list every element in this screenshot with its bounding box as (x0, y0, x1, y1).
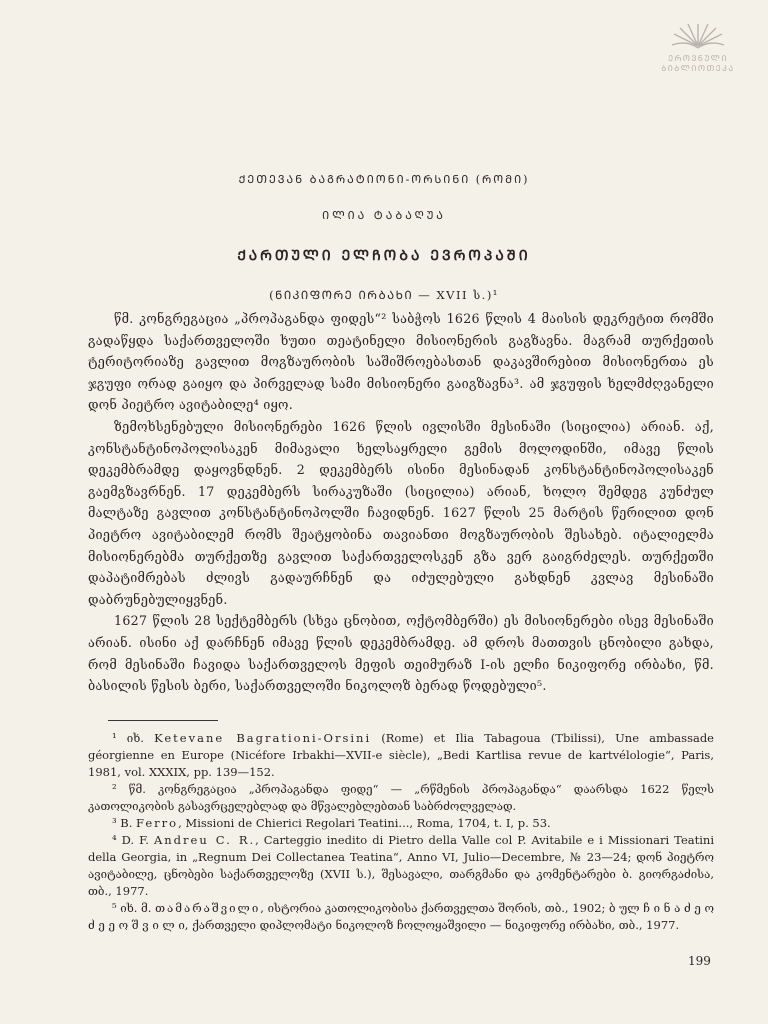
footnote-mark: ³ B. (112, 816, 133, 830)
page-number: 199 (688, 954, 711, 968)
article-title: ᲥᲐᲠᲗᲣᲚᲘ ᲔᲚᲩᲝᲑᲐ ᲔᲕᲠᲝᲞᲐᲨᲘ (237, 248, 531, 264)
logo-text-line1: ᲔᲠᲝᲕᲜᲣᲚᲘ (668, 54, 728, 63)
body-paragraph: ზემოხსენებული მისიონერები 1626 წლის ივლისში მესინაში (სიცილია) არიან. აქ, კონსტანტინოპოლისაკენ მიმავალი ხელსაყრელი გემის მოლოდინში, იმავე წლის დეკემბრამდე დაყოვნდნენ. 2 დეკემბერს ისინი მესინადან კონსტანტინოპოლისაკენ გაემგზავრნენ. 17 დეკემბერს სირაკუზაში (სიცილია) არიან, ხოლო შემდეგ კუნძულ მალტაზე გავლით კონსტანტინოპოლში ჩავიდნენ. 1627 წლის 25 მარტის წერილით დონ პიეტრო ავიტაბილემ რომს შეატყობინა თავიანთი მოგზაურობის შესახებ. იტალიელმა მისიონერებმა თურქეთზე გავლით საქართველოსკენ გზა ვერ გაიგრძელეს. თურქეთში დაპატიმრებას ძლივს გადაურჩნენ და იძულებული გახდნენ კვლავ მესინაში დაბრუნებულიყვნენ. (88, 418, 714, 607)
footnote-text: (Rome) et Ilia Tabagoua (Tbilissi), Une ambassade géorgienne en Europe (Nicéfore Irbakhi—XVII-e siècle), „Bedi Kartlisa revue de kartvélologie“, Paris, 1981, vol. XXXIX, pp. 139—152. (88, 731, 714, 779)
body-paragraph: 1627 წლის 28 სექტემბერს (სხვა ცნობით, ოქტომბერში) ეს მისიონერები ისევ მესინაში არიან. ისინი აქ დარჩნენ იმავე წლის დეკემბრამდე. ამ დროს მათთვის ცნობილი გახდა, რომ მესინაში ჩავიდა საქართველოს მეფის თეიმურაზ I-ის ელჩი ნიკიფორე ირბახი, წმ. ბასილის წესის ბერი, საქართველოში ნიკოლოზ ბერად წოდებული⁵. (88, 613, 714, 694)
footnote-mark: ⁴ D. F. (112, 833, 149, 847)
footnote-author: Ferro (136, 816, 179, 830)
footnote-mark: ¹ იხ. (112, 731, 144, 745)
footnote-text: , ისტორია კათოლიკობისა ქართველთა შორის, თბ., 1902; ბ ულ ჩ ი ნ ა ძ ე ო ძ ე ე ო შ ვ ი ლ ი, ქართველი დიპლომატი ნიკოლოზ ჩოლოყაშვილი — ნიკიფორე ირბახი, თბ., 1977. (88, 901, 714, 932)
logo-text-line2: ᲑᲘᲑᲚᲘᲝᲗᲔᲙᲐ (661, 64, 735, 73)
footnote-4 (88, 832, 714, 900)
open-book-icon (666, 14, 730, 54)
footnote-author: Ketevane Bagrationi-Orsini (154, 731, 372, 745)
coauthor-line: ᲘᲚᲘᲐ ᲢᲐᲑᲐᲦᲣᲐ (322, 209, 446, 222)
footnote-5 (88, 900, 714, 934)
footnote-2 (88, 781, 714, 815)
footnote-mark: ⁵ იხ. მ. (112, 901, 152, 915)
footnote-author: თამარაშვილი (155, 901, 261, 915)
footnote-1 (88, 730, 714, 781)
article-subtitle: (ᲜᲘᲙᲘᲤᲝᲠᲔ ᲘᲠᲑᲐᲮᲘ — XVII ს.)¹ (269, 288, 499, 302)
footnote-3 (88, 815, 714, 832)
footnote-text: კონგრეგაცია „პროპაგანდა ფიდე“ — „რწმენის პროპაგანდა“ დაარსდა 1622 წელს კათოლიკობის გასავრცელებლად და მწვალებლებთან საბრძოლველად. (88, 782, 714, 813)
library-logo (652, 14, 744, 86)
footnote-text: , Missioni de Chierici Regolari Teatini..., Roma, 1704, t. I, p. 53. (178, 816, 551, 830)
author-line: ᲥᲔᲗᲔᲕᲐᲜ ᲑᲐᲒᲠᲐᲢᲘᲝᲜᲘ-ᲝᲠᲡᲘᲜᲘ (ᲠᲝᲛᲘ) (238, 173, 530, 186)
footnote-author: Andreu C. R. (153, 833, 256, 847)
footnotes (88, 730, 714, 934)
body-paragraph: წმ. კონგრეგაცია „პროპაგანდა ფიდეს“² საბჭოს 1626 წლის 4 მაისის დეკრეტით რომში გადაწყდა საქართველოში ხუთი თეატინელი მისიონერის გაგზავნა. მაგრამ თურქეთის ტერიტორიაზე გავლით მოგზაურობის საშიშროებასთან დაკავშირებით მისიონერთა ეს ჯგუფი ორად გაიყო და პირველად სამი მისიონერი გაიგზავნა³. ამ ჯგუფის ხელმძღვანელი დონ პიეტრო ავიტაბილე⁴ იყო. (88, 311, 714, 413)
footnote-text: , Carteggio inedito di Pietro della Valle col P. Avitabile e i Missionari Teatini della Georgia, in „Regnum Dei Collectanea Teatina“, Anno VI, Julio—Decembre, № 23—24; დონ პიეტრო ავიტაბილე, ცნობები საქართველოზე (XVII ს.), შესავალი, თარგმანი და კომენტარები ბ. გიორგაძისა, თბ., 1977. (88, 833, 715, 898)
footnote-divider (108, 720, 218, 721)
article-body (88, 308, 714, 697)
footnote-mark: ² წმ. (112, 782, 146, 796)
